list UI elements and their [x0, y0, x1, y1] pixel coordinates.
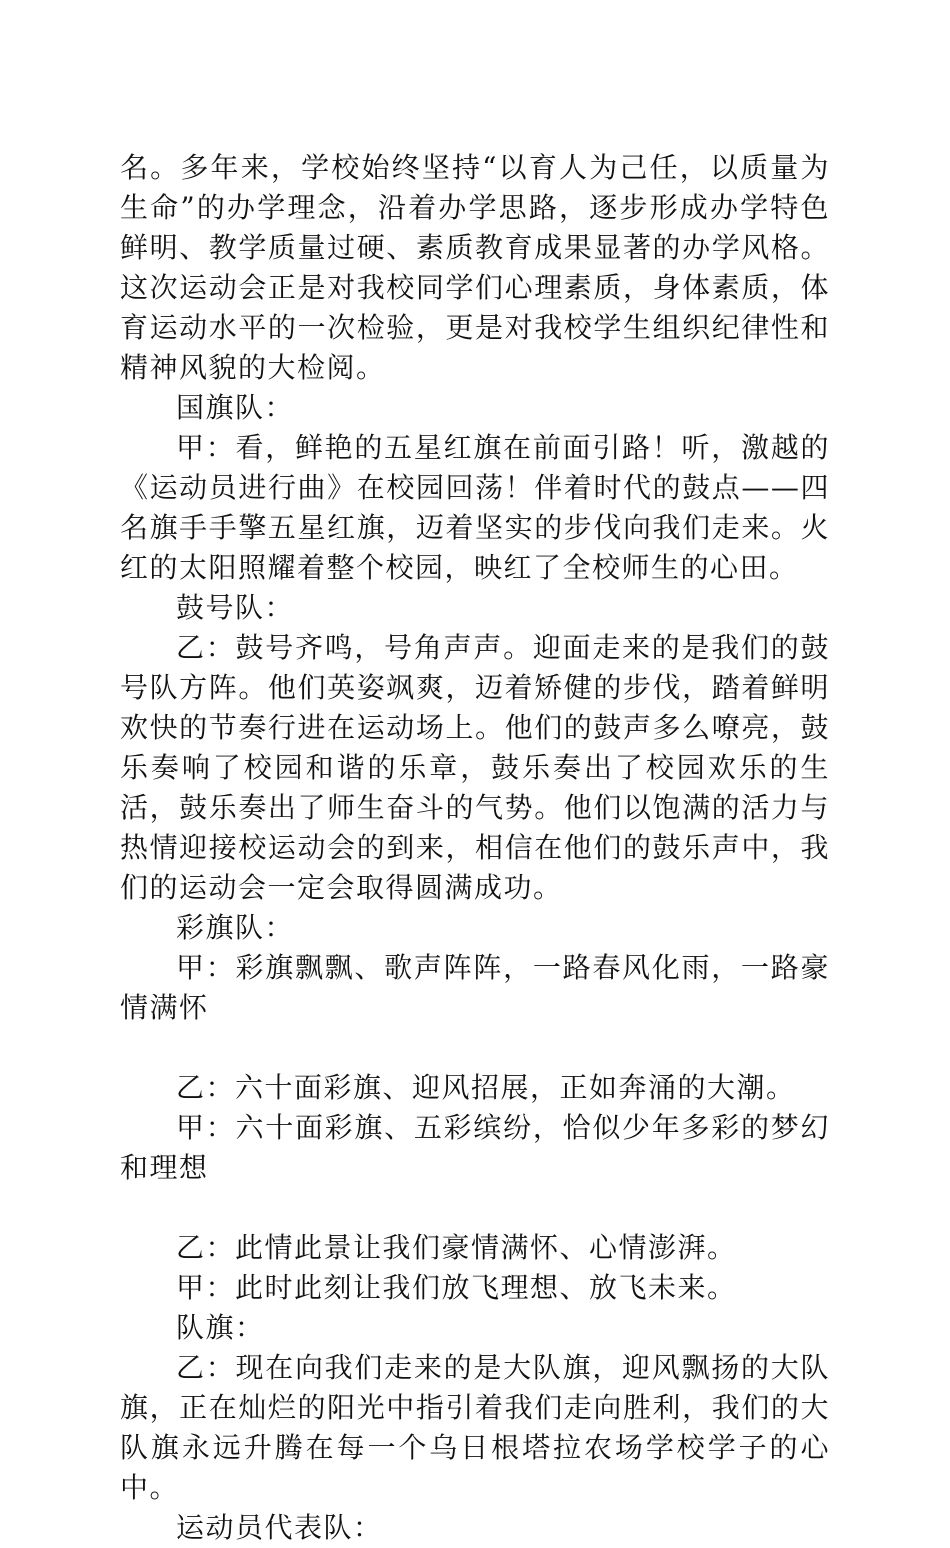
paragraph-color-flag-line-5: 甲：此时此刻让我们放飞理想、放飞未来。 — [176, 1271, 737, 1304]
heading-color-flag-team: 彩旗队： — [176, 911, 295, 944]
heading-athlete-team: 运动员代表队： — [176, 1511, 383, 1544]
document-body — [120, 148, 830, 1548]
heading-team-flag: 队旗： — [176, 1311, 265, 1344]
paragraph-color-flag-line-4: 乙：此情此景让我们豪情满怀、心情澎湃。 — [176, 1231, 737, 1264]
paragraph-school-philosophy: 名。多年来，学校始终坚持“以育人为己任，以质量为生命”的办学理念，沿着办学思路，逐步形成办学特色鲜明、教学质量过硬、素质教育成果显著的办学风格。这次运动会正是对我校同学们心理素质，身体素质，体育运动水平的一次检验，更是对我校学生组织纪律性和精神风貌的大检阅。 — [120, 151, 830, 384]
heading-national-flag-team: 国旗队： — [176, 391, 295, 424]
paragraph-color-flag-line-1: 甲：彩旗飘飘、歌声阵阵，一路春风化雨，一路豪情满怀 — [120, 951, 830, 1024]
heading-drum-team: 鼓号队： — [176, 591, 295, 624]
paragraph-color-flag-line-3: 甲：六十面彩旗、五彩缤纷，恰似少年多彩的梦幻和理想 — [120, 1111, 830, 1184]
paragraph-drum-team: 乙：鼓号齐鸣，号角声声。迎面走来的是我们的鼓号队方阵。他们英姿飒爽，迈着矫健的步伐，踏着鲜明欢快的节奏行进在运动场上。他们的鼓声多么嘹亮，鼓乐奏响了校园和谐的乐章，鼓乐奏出了校园欢乐的生活，鼓乐奏出了师生奋斗的气势。他们以饱满的活力与热情迎接校运动会的到来，相信在他们的鼓乐声中，我们的运动会一定会取得圆满成功。 — [120, 631, 830, 904]
paragraph-color-flag-line-2: 乙：六十面彩旗、迎风招展，正如奔涌的大潮。 — [176, 1071, 796, 1104]
paragraph-national-flag-team: 甲：看，鲜艳的五星红旗在前面引路！听，激越的《运动员进行曲》在校园回荡！伴着时代的鼓点——四名旗手手擎五星红旗，迈着坚实的步伐向我们走来。火红的太阳照耀着整个校园，映红了全校师生的心田。 — [120, 431, 830, 584]
paragraph-team-flag: 乙：现在向我们走来的是大队旗，迎风飘扬的大队旗，正在灿烂的阳光中指引着我们走向胜利，我们的大队旗永远升腾在每一个乌日根塔拉农场学校学子的心中。 — [120, 1351, 830, 1504]
